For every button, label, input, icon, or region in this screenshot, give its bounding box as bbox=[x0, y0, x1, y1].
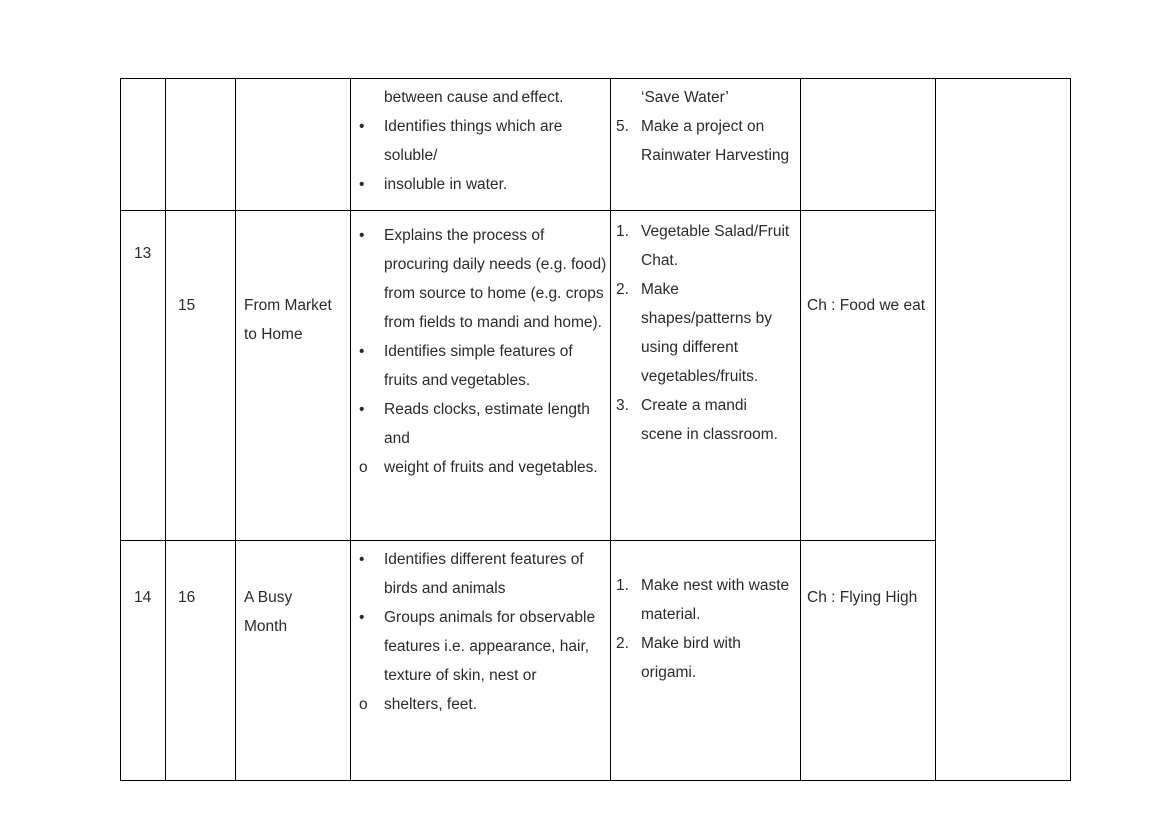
number-marker: 3. bbox=[616, 397, 629, 414]
outcome-text: Identifies different features of birds and animals bbox=[384, 551, 584, 597]
chapter-title-text: From Market to Home bbox=[244, 297, 332, 343]
outcome-text: Identifies simple features of fruits and vegetables. bbox=[384, 343, 573, 389]
circle-marker: o bbox=[359, 459, 368, 476]
cell-week bbox=[121, 211, 166, 541]
bullet-marker: • bbox=[359, 609, 365, 626]
book-chapter-text: Ch : Food we eat bbox=[807, 297, 926, 314]
outcome-item bbox=[359, 545, 608, 603]
outcome-item bbox=[359, 112, 608, 170]
number-marker: 5. bbox=[616, 118, 629, 135]
outcome-text: Groups animals for observable features i.e. appearance, hair, texture of skin, nest or bbox=[384, 609, 596, 684]
activity-item bbox=[616, 275, 792, 391]
cell-lesson-number bbox=[166, 211, 236, 541]
outcome-text: insoluble in water. bbox=[384, 176, 508, 193]
number-marker: 1. bbox=[616, 577, 629, 594]
table-row-week-14 bbox=[121, 541, 1071, 781]
outcome-text: Identifies things which are soluble/ bbox=[384, 118, 563, 164]
outcome-item bbox=[359, 337, 608, 395]
outcome-item bbox=[359, 603, 608, 690]
cell-lesson-number bbox=[166, 79, 236, 211]
activity-text: ‘Save Water’ bbox=[641, 89, 729, 106]
number-marker: 1. bbox=[616, 223, 629, 240]
cell-learning-outcomes bbox=[351, 79, 611, 211]
activity-item bbox=[616, 217, 792, 275]
outcome-item bbox=[359, 221, 608, 337]
activity-text: Make shapes/patterns by using different vegetables/fruits. bbox=[641, 281, 772, 385]
activity-text: Create a mandi scene in classroom. bbox=[641, 397, 778, 443]
outcome-item bbox=[359, 690, 608, 719]
bullet-marker: • bbox=[359, 401, 365, 418]
bullet-marker: • bbox=[359, 343, 365, 360]
lesson-number-value: 15 bbox=[178, 297, 196, 314]
activity-item bbox=[616, 112, 792, 170]
outcome-item bbox=[359, 395, 608, 453]
lesson-number-value: 16 bbox=[178, 589, 196, 606]
outcome-text: shelters, feet. bbox=[384, 696, 478, 713]
activity-text: Vegetable Salad/Fruit Chat. bbox=[641, 223, 790, 269]
activity-item bbox=[616, 391, 792, 449]
cell-book-chapter bbox=[801, 79, 936, 211]
cell-book-chapter bbox=[801, 541, 936, 781]
book-chapter-text: Ch : Flying High bbox=[807, 589, 918, 606]
cell-chapter-title bbox=[236, 541, 351, 781]
cell-empty-right bbox=[936, 79, 1071, 781]
outcome-text: Reads clocks, estimate length and bbox=[384, 401, 590, 447]
bullet-marker: • bbox=[359, 176, 365, 193]
activity-item bbox=[616, 571, 792, 629]
activity-text: Make bird with origami. bbox=[641, 635, 741, 681]
cell-learning-outcomes bbox=[351, 541, 611, 781]
activity-item bbox=[616, 83, 792, 112]
outcome-text: between cause and effect. bbox=[384, 89, 564, 106]
week-value: 13 bbox=[134, 245, 152, 262]
table-row-continuation bbox=[121, 79, 1071, 211]
activity-text: Make a project on Rainwater Harvesting bbox=[641, 118, 790, 164]
week-value: 14 bbox=[134, 589, 152, 606]
activity-text: Make nest with waste material. bbox=[641, 577, 790, 623]
cell-lesson-number bbox=[166, 541, 236, 781]
outcome-item bbox=[359, 453, 608, 482]
bullet-marker: • bbox=[359, 118, 365, 135]
cell-week bbox=[121, 79, 166, 211]
cell-activities bbox=[611, 541, 801, 781]
bullet-marker: • bbox=[359, 227, 365, 244]
cell-learning-outcomes bbox=[351, 211, 611, 541]
outcome-item bbox=[359, 83, 608, 112]
outcome-text: weight of fruits and vegetables. bbox=[384, 459, 598, 476]
activity-item bbox=[616, 629, 792, 687]
cell-week bbox=[121, 541, 166, 781]
circle-marker: o bbox=[359, 696, 368, 713]
cell-chapter-title bbox=[236, 79, 351, 211]
number-marker: 2. bbox=[616, 281, 629, 298]
cell-book-chapter bbox=[801, 211, 936, 541]
outcome-item bbox=[359, 170, 608, 199]
cell-activities bbox=[611, 211, 801, 541]
table-row-week-13 bbox=[121, 211, 1071, 541]
cell-activities bbox=[611, 79, 801, 211]
number-marker: 2. bbox=[616, 635, 629, 652]
curriculum-table bbox=[120, 78, 1071, 781]
chapter-title-text: A Busy Month bbox=[244, 589, 293, 635]
cell-chapter-title bbox=[236, 211, 351, 541]
outcome-text: Explains the process of procuring daily needs (e.g. food) from source to home (e.g. crops from fields to mandi and home). bbox=[384, 227, 607, 331]
bullet-marker: • bbox=[359, 551, 365, 568]
